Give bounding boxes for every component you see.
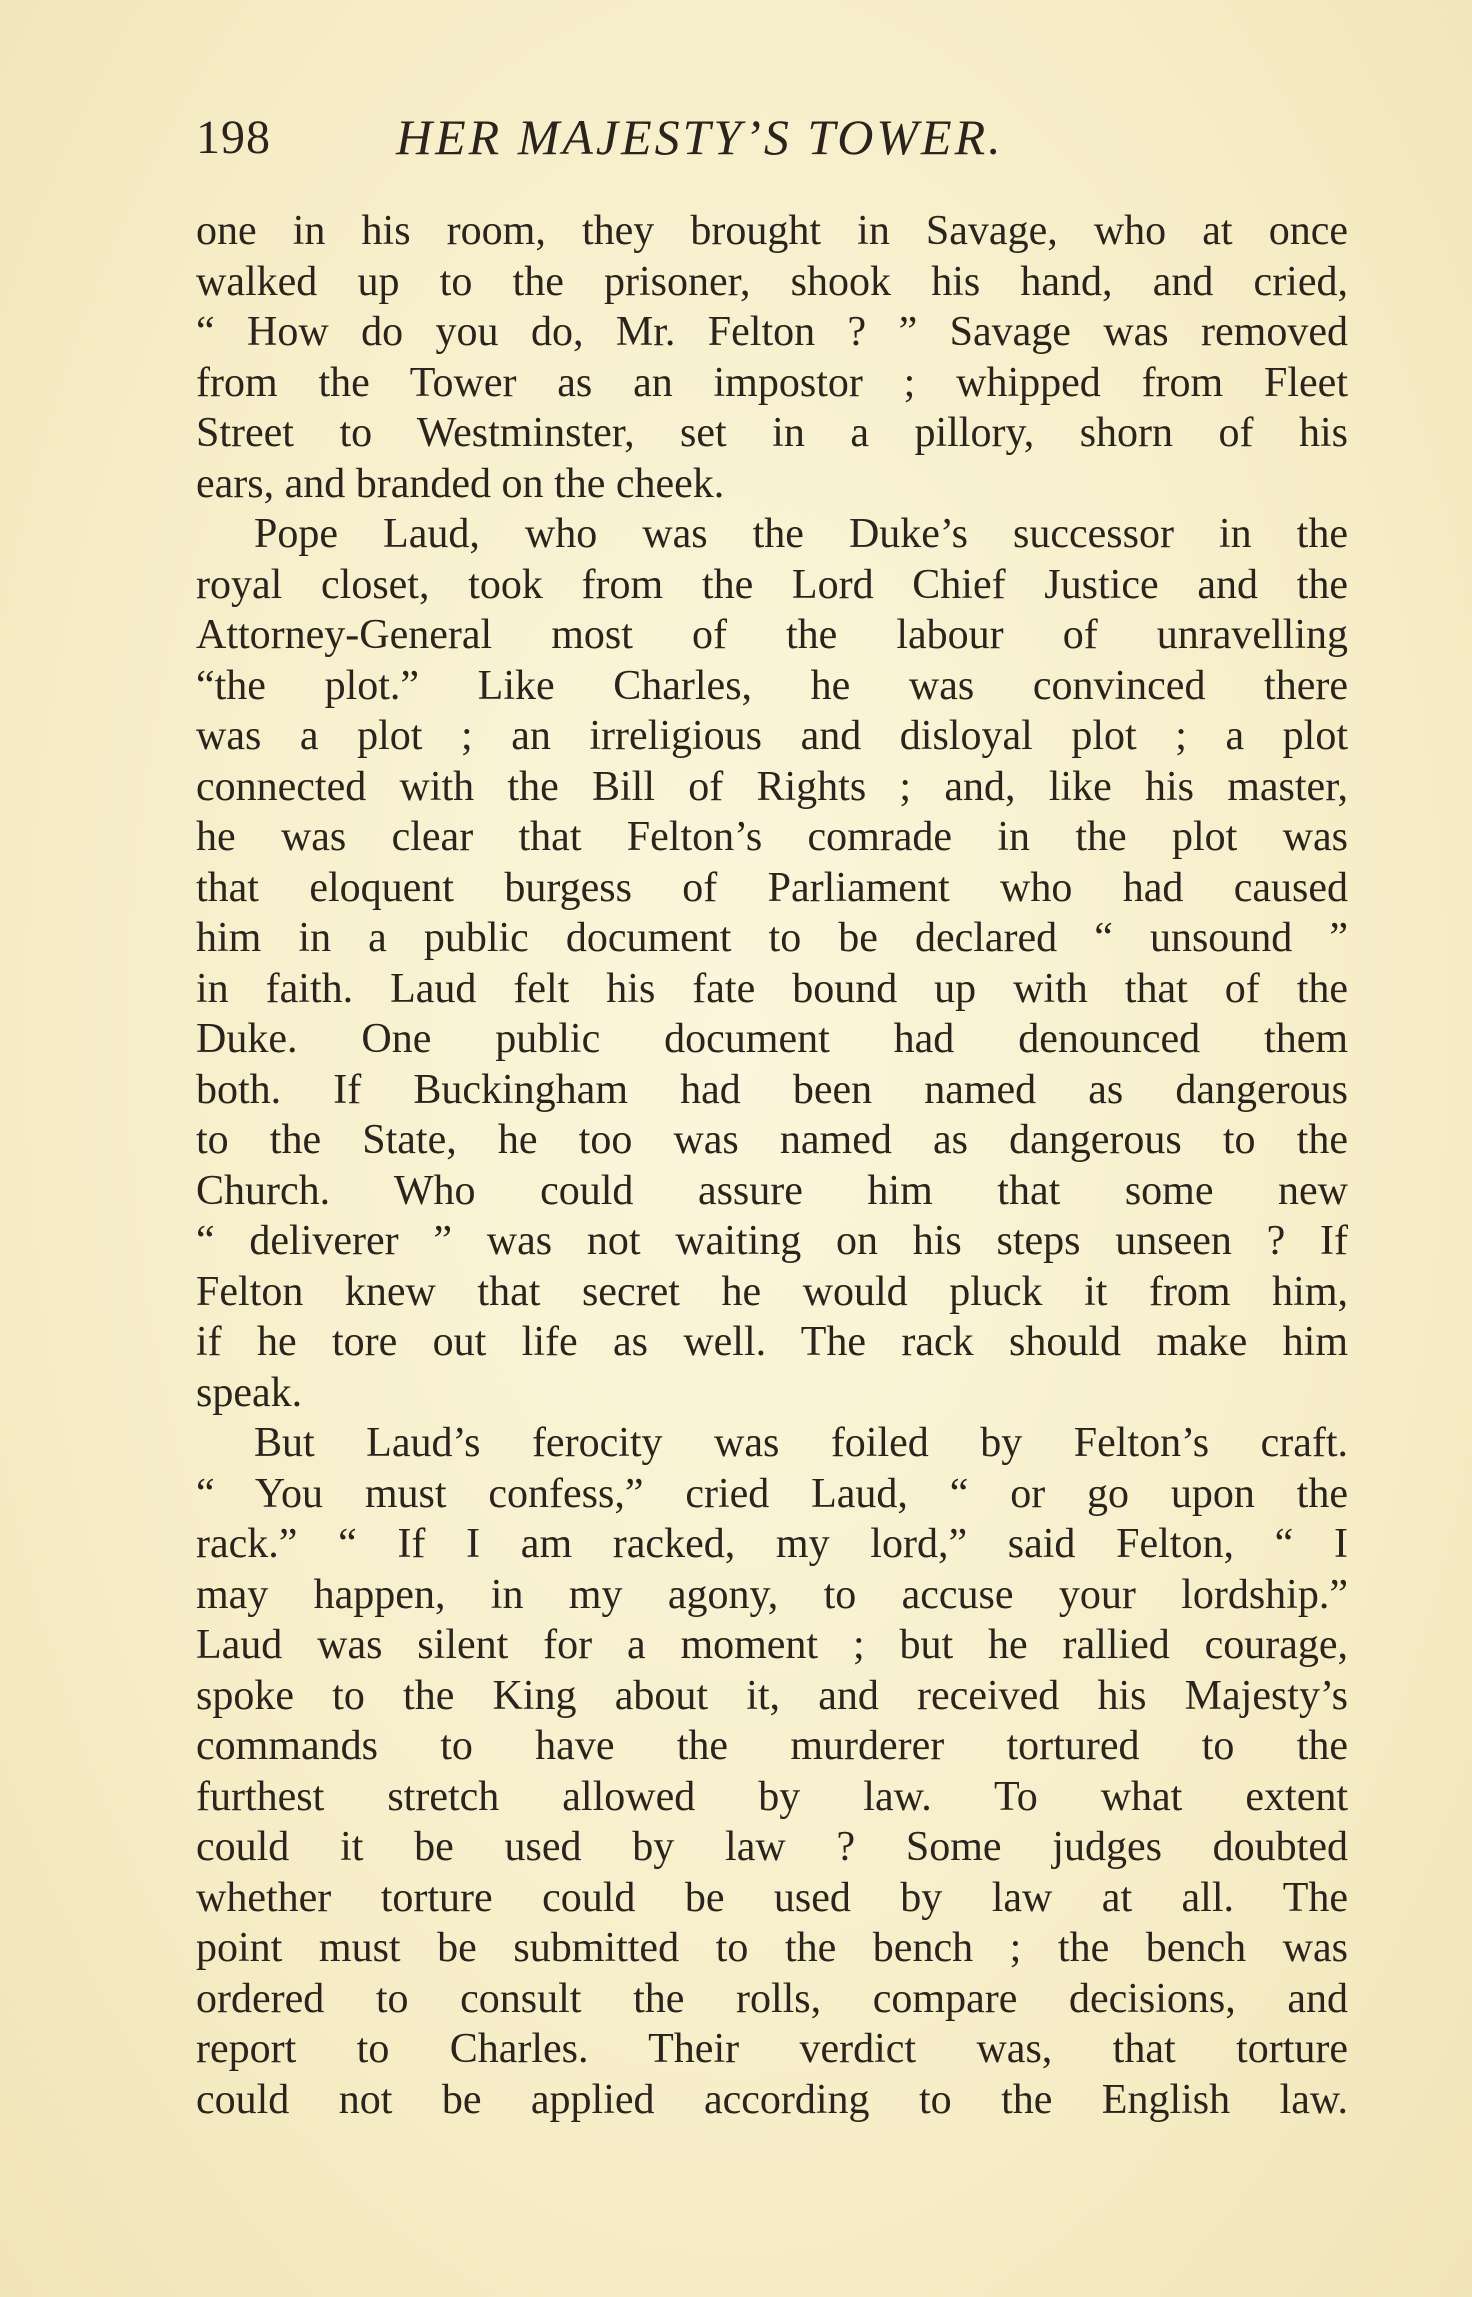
text-line: if he tore out life as well. The rack should make him (196, 1319, 1348, 1365)
text-line: both. If Buckingham had been named as dangerous (196, 1066, 1348, 1113)
text-line: him in a public document to be declared “ unsound ” (196, 915, 1348, 961)
text-line: royal closet, took from the Lord Chief Justice and the (196, 561, 1348, 608)
text-line: “ deliverer ” was not waiting on his steps unseen ? If (196, 1218, 1348, 1264)
text-line: rack.” “ If I am racked, my lord,” said Felton, “ I (196, 1521, 1348, 1567)
text-line: whether torture could be used by law at all. The (196, 1874, 1348, 1921)
text-line: ears, and branded on the cheek. (196, 460, 725, 507)
page-number: 198 (196, 111, 271, 164)
text-line: may happen, in my agony, to accuse your lordship.” (196, 1571, 1348, 1618)
text-line: in faith. Laud felt his fate bound up with that of the (196, 965, 1348, 1012)
text-line: speak. (196, 1369, 303, 1416)
text-line: Pope Laud, who was the Duke’s successor in the (254, 511, 1348, 557)
text-line: he was clear that Felton’s comrade in the plot was (196, 814, 1348, 860)
text-line: Duke. One public document had denounced them (196, 1016, 1348, 1062)
text-line: Attorney-General most of the labour of unravelling (196, 612, 1348, 658)
text-line: from the Tower as an impostor ; whipped from Fleet (196, 359, 1348, 406)
text-line: Felton knew that secret he would pluck it from him, (196, 1268, 1348, 1315)
text-line: “ How do you do, Mr. Felton ? ” Savage was removed (196, 309, 1348, 355)
text-line: could it be used by law ? Some judges doubted (196, 1824, 1348, 1870)
text-line: connected with the Bill of Rights ; and, like his master, (196, 763, 1348, 810)
book-page (196, 100, 1348, 2125)
text-line: Church. Who could assure him that some new (196, 1167, 1348, 1214)
text-line: point must be submitted to the bench ; the bench was (196, 1925, 1348, 1971)
text-line: ordered to consult the rolls, compare decisions, and (196, 1975, 1348, 2022)
text-line: walked up to the prisoner, shook his hand, and cried, (196, 258, 1348, 305)
text-line: could not be applied according to the English law. (196, 2076, 1348, 2123)
text-line: Laud was silent for a moment ; but he rallied courage, (196, 1622, 1348, 1668)
text-line: furthest stretch allowed by law. To what extent (196, 1773, 1348, 1820)
text-line: one in his room, they brought in Savage, who at once (196, 208, 1348, 254)
text-line: to the State, he too was named as dangerous to the (196, 1117, 1348, 1163)
text-line: commands to have the murderer tortured to the (196, 1723, 1348, 1769)
running-head (196, 100, 1348, 180)
running-title: HER MAJESTY’S TOWER. (396, 109, 1004, 165)
text-line: But Laud’s ferocity was foiled by Felton’s craft. (254, 1420, 1348, 1466)
text-line: “ You must confess,” cried Laud, “ or go upon the (196, 1470, 1348, 1517)
text-line: that eloquent burgess of Parliament who had caused (196, 864, 1348, 911)
text-line: spoke to the King about it, and received his Majesty’s (196, 1672, 1348, 1719)
body-text (196, 206, 1348, 2125)
text-line: Street to Westminster, set in a pillory, shorn of his (196, 410, 1348, 456)
text-line: was a plot ; an irreligious and disloyal plot ; a plot (196, 713, 1348, 759)
text-line: “the plot.” Like Charles, he was convinced there (196, 662, 1348, 709)
text-line: report to Charles. Their verdict was, that torture (196, 2026, 1348, 2072)
